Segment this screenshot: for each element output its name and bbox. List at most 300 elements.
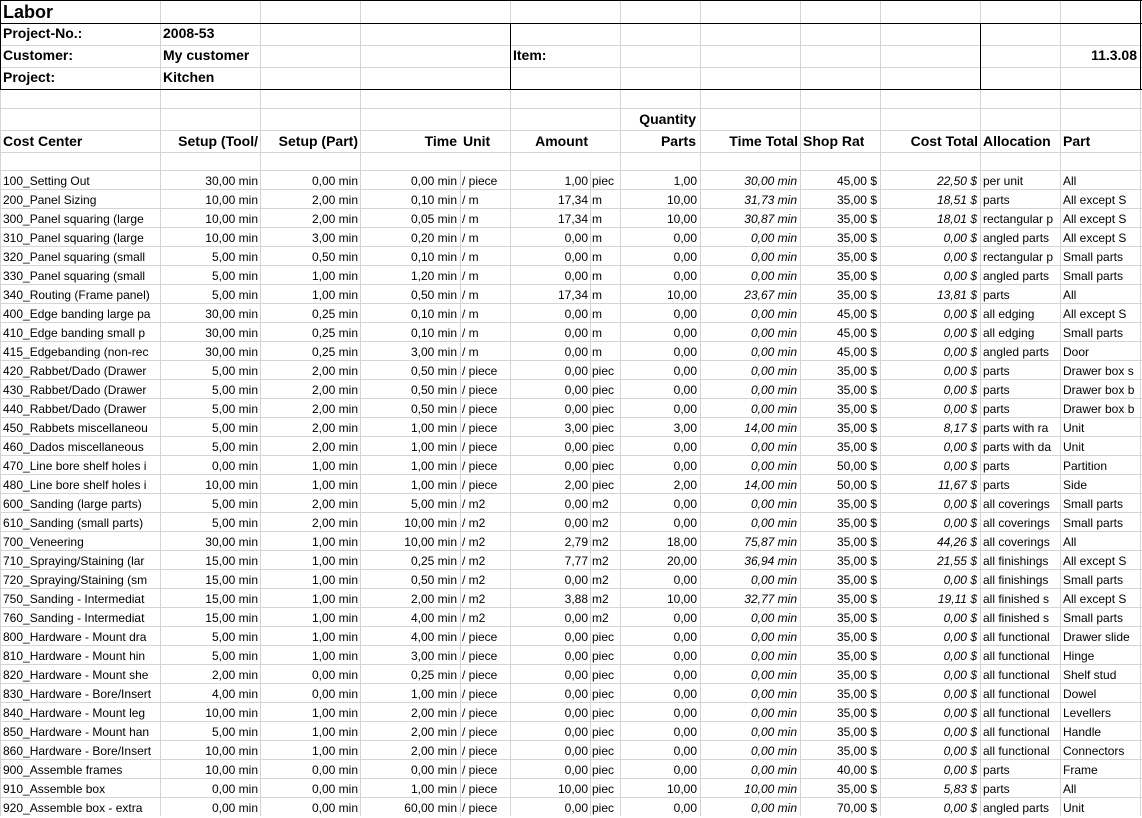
setup-tool-cell[interactable]: 5,00 min bbox=[211, 630, 258, 644]
time-cell[interactable]: 0,50 min bbox=[410, 573, 457, 587]
time-total-cell[interactable]: 30,87 min bbox=[744, 212, 797, 226]
parts-cell[interactable]: 0,00 bbox=[673, 364, 697, 378]
setup-tool-cell[interactable]: 5,00 min bbox=[211, 288, 258, 302]
parts-cell[interactable]: 0,00 bbox=[673, 459, 697, 473]
setup-tool-cell[interactable]: 10,00 min bbox=[205, 231, 258, 245]
allocation-cell[interactable]: parts bbox=[983, 478, 1010, 492]
time-cell[interactable]: 0,25 min bbox=[410, 554, 457, 568]
cost-total-cell[interactable]: 0,00 $ bbox=[943, 801, 977, 815]
setup-tool-cell[interactable]: 5,00 min bbox=[211, 725, 258, 739]
allocation-cell[interactable]: all functional bbox=[983, 630, 1050, 644]
part-cell[interactable]: All except S bbox=[1063, 212, 1127, 226]
setup-part-cell[interactable]: 0,25 min bbox=[311, 307, 358, 321]
unit-cell[interactable]: / m2 bbox=[462, 497, 486, 511]
amount-unit-cell[interactable]: m bbox=[592, 193, 602, 207]
cost-center-cell[interactable]: 610_Sanding (small parts) bbox=[3, 516, 144, 530]
time-total-cell[interactable]: 0,00 min bbox=[750, 269, 797, 283]
part-cell[interactable]: Small parts bbox=[1063, 497, 1124, 511]
allocation-cell[interactable]: parts bbox=[983, 193, 1010, 207]
amount-cell[interactable]: 0,00 bbox=[564, 383, 588, 397]
cost-total-cell[interactable]: 22,50 $ bbox=[936, 174, 977, 188]
amount-unit-cell[interactable]: piec bbox=[592, 364, 615, 378]
time-total-cell[interactable]: 14,00 min bbox=[744, 421, 797, 435]
amount-cell[interactable]: 1,00 bbox=[564, 174, 588, 188]
shop-rate-cell[interactable]: 35,00 $ bbox=[836, 592, 877, 606]
cost-total-cell[interactable]: 18,01 $ bbox=[936, 212, 977, 226]
time-cell[interactable]: 0,50 min bbox=[410, 383, 457, 397]
time-total-cell[interactable]: 23,67 min bbox=[744, 288, 797, 302]
part-cell[interactable]: Connectors bbox=[1063, 744, 1125, 758]
allocation-cell[interactable]: per unit bbox=[983, 174, 1024, 188]
time-cell[interactable]: 2,00 min bbox=[410, 725, 457, 739]
parts-cell[interactable]: 10,00 bbox=[666, 592, 697, 606]
setup-tool-cell[interactable]: 0,00 min bbox=[211, 801, 258, 815]
setup-part-cell[interactable]: 0,00 min bbox=[311, 763, 358, 777]
setup-part-cell[interactable]: 1,00 min bbox=[311, 535, 358, 549]
cost-total-cell[interactable]: 5,83 $ bbox=[943, 782, 977, 796]
time-total-cell[interactable]: 0,00 min bbox=[750, 383, 797, 397]
setup-tool-cell[interactable]: 10,00 min bbox=[205, 193, 258, 207]
allocation-cell[interactable]: parts bbox=[983, 402, 1010, 416]
part-cell[interactable]: All except S bbox=[1063, 231, 1127, 245]
allocation-cell[interactable]: parts bbox=[983, 782, 1010, 796]
cost-total-cell[interactable]: 0,00 $ bbox=[943, 649, 977, 663]
amount-unit-cell[interactable]: m bbox=[592, 326, 602, 340]
unit-cell[interactable]: / piece bbox=[462, 687, 498, 701]
amount-cell[interactable]: 0,00 bbox=[564, 269, 588, 283]
unit-cell[interactable]: / m2 bbox=[462, 573, 486, 587]
time-cell[interactable]: 0,25 min bbox=[410, 668, 457, 682]
part-cell[interactable]: Unit bbox=[1063, 440, 1085, 454]
parts-cell[interactable]: 0,00 bbox=[673, 706, 697, 720]
unit-cell[interactable]: / piece bbox=[462, 364, 498, 378]
unit-cell[interactable]: / piece bbox=[462, 630, 498, 644]
amount-unit-cell[interactable]: m2 bbox=[592, 535, 609, 549]
setup-part-cell[interactable]: 1,00 min bbox=[311, 630, 358, 644]
amount-cell[interactable]: 17,34 bbox=[557, 212, 588, 226]
parts-cell[interactable]: 0,00 bbox=[673, 269, 697, 283]
shop-rate-cell[interactable]: 35,00 $ bbox=[836, 516, 877, 530]
unit-cell[interactable]: / m bbox=[462, 193, 479, 207]
amount-cell[interactable]: 3,00 bbox=[564, 421, 588, 435]
cost-total-cell[interactable]: 0,00 $ bbox=[943, 706, 977, 720]
time-total-cell[interactable]: 0,00 min bbox=[750, 763, 797, 777]
cost-total-cell[interactable]: 0,00 $ bbox=[943, 763, 977, 777]
time-total-cell[interactable]: 14,00 min bbox=[744, 478, 797, 492]
time-total-cell[interactable]: 10,00 min bbox=[744, 782, 797, 796]
amount-cell[interactable]: 0,00 bbox=[564, 744, 588, 758]
part-cell[interactable]: Frame bbox=[1063, 763, 1098, 777]
setup-tool-cell[interactable]: 30,00 min bbox=[205, 307, 258, 321]
amount-unit-cell[interactable]: m2 bbox=[592, 554, 609, 568]
amount-unit-cell[interactable]: piec bbox=[592, 478, 615, 492]
amount-unit-cell[interactable]: m bbox=[592, 269, 602, 283]
shop-rate-cell[interactable]: 45,00 $ bbox=[836, 307, 877, 321]
time-cell[interactable]: 0,00 min bbox=[410, 763, 457, 777]
cost-center-cell[interactable]: 820_Hardware - Mount she bbox=[3, 668, 149, 682]
cost-total-cell[interactable]: 0,00 $ bbox=[943, 345, 977, 359]
setup-part-cell[interactable]: 0,25 min bbox=[311, 345, 358, 359]
cost-total-cell[interactable]: 0,00 $ bbox=[943, 459, 977, 473]
unit-cell[interactable]: / m2 bbox=[462, 592, 486, 606]
cost-total-cell[interactable]: 0,00 $ bbox=[943, 668, 977, 682]
unit-cell[interactable]: / piece bbox=[462, 725, 498, 739]
cost-center-cell[interactable]: 750_Sanding - Intermediat bbox=[3, 592, 145, 606]
amount-unit-cell[interactable]: m2 bbox=[592, 611, 609, 625]
allocation-cell[interactable]: parts bbox=[983, 459, 1010, 473]
time-cell[interactable]: 4,00 min bbox=[410, 630, 457, 644]
setup-tool-cell[interactable]: 15,00 min bbox=[205, 554, 258, 568]
cost-center-cell[interactable]: 430_Rabbet/Dado (Drawer bbox=[3, 383, 147, 397]
amount-unit-cell[interactable]: piec bbox=[592, 687, 615, 701]
setup-tool-cell[interactable]: 5,00 min bbox=[211, 402, 258, 416]
time-cell[interactable]: 4,00 min bbox=[410, 611, 457, 625]
cost-center-cell[interactable]: 480_Line bore shelf holes i bbox=[3, 478, 147, 492]
amount-cell[interactable]: 0,00 bbox=[564, 364, 588, 378]
time-cell[interactable]: 0,05 min bbox=[410, 212, 457, 226]
part-cell[interactable]: Dowel bbox=[1063, 687, 1097, 701]
allocation-cell[interactable]: all coverings bbox=[983, 535, 1050, 549]
cost-center-cell[interactable]: 600_Sanding (large parts) bbox=[3, 497, 142, 511]
time-total-cell[interactable]: 36,94 min bbox=[744, 554, 797, 568]
time-total-cell[interactable]: 0,00 min bbox=[750, 345, 797, 359]
part-cell[interactable]: Side bbox=[1063, 478, 1088, 492]
cost-total-cell[interactable]: 0,00 $ bbox=[943, 630, 977, 644]
amount-cell[interactable]: 10,00 bbox=[557, 782, 588, 796]
unit-cell[interactable]: / piece bbox=[462, 763, 498, 777]
setup-part-cell[interactable]: 2,00 min bbox=[311, 402, 358, 416]
part-cell[interactable]: Partition bbox=[1063, 459, 1108, 473]
time-cell[interactable]: 1,00 min bbox=[410, 421, 457, 435]
amount-cell[interactable]: 0,00 bbox=[564, 440, 588, 454]
setup-part-cell[interactable]: 1,00 min bbox=[311, 573, 358, 587]
cost-center-cell[interactable]: 920_Assemble box - extra bbox=[3, 801, 143, 815]
cost-total-cell[interactable]: 0,00 $ bbox=[943, 250, 977, 264]
cost-center-cell[interactable]: 860_Hardware - Bore/Insert bbox=[3, 744, 152, 758]
allocation-cell[interactable]: all finishings bbox=[983, 573, 1049, 587]
amount-cell[interactable]: 0,00 bbox=[564, 497, 588, 511]
time-total-cell[interactable]: 0,00 min bbox=[750, 706, 797, 720]
shop-rate-cell[interactable]: 35,00 $ bbox=[836, 706, 877, 720]
cost-center-cell[interactable]: 700_Veneering bbox=[3, 535, 84, 549]
setup-part-cell[interactable]: 0,00 min bbox=[311, 801, 358, 815]
amount-cell[interactable]: 0,00 bbox=[564, 763, 588, 777]
amount-cell[interactable]: 0,00 bbox=[564, 231, 588, 245]
setup-part-cell[interactable]: 1,00 min bbox=[311, 744, 358, 758]
setup-tool-cell[interactable]: 30,00 min bbox=[205, 535, 258, 549]
setup-part-cell[interactable]: 2,00 min bbox=[311, 516, 358, 530]
cost-center-cell[interactable]: 720_Spraying/Staining (sm bbox=[3, 573, 148, 587]
setup-tool-cell[interactable]: 30,00 min bbox=[205, 345, 258, 359]
cost-total-cell[interactable]: 0,00 $ bbox=[943, 611, 977, 625]
shop-rate-cell[interactable]: 45,00 $ bbox=[836, 345, 877, 359]
cost-center-cell[interactable]: 810_Hardware - Mount hin bbox=[3, 649, 146, 663]
amount-unit-cell[interactable]: m2 bbox=[592, 592, 609, 606]
allocation-cell[interactable]: all coverings bbox=[983, 497, 1050, 511]
unit-cell[interactable]: / m2 bbox=[462, 535, 486, 549]
time-cell[interactable]: 0,10 min bbox=[410, 193, 457, 207]
part-cell[interactable]: Handle bbox=[1063, 725, 1102, 739]
shop-rate-cell[interactable]: 50,00 $ bbox=[836, 478, 877, 492]
parts-cell[interactable]: 0,00 bbox=[673, 402, 697, 416]
part-cell[interactable]: Unit bbox=[1063, 421, 1085, 435]
parts-cell[interactable]: 0,00 bbox=[673, 516, 697, 530]
unit-cell[interactable]: / piece bbox=[462, 478, 498, 492]
unit-cell[interactable]: / m bbox=[462, 250, 479, 264]
cost-center-cell[interactable]: 850_Hardware - Mount han bbox=[3, 725, 150, 739]
setup-part-cell[interactable]: 1,00 min bbox=[311, 706, 358, 720]
cost-total-cell[interactable]: 0,00 $ bbox=[943, 573, 977, 587]
unit-cell[interactable]: / piece bbox=[462, 383, 498, 397]
time-cell[interactable]: 0,50 min bbox=[410, 364, 457, 378]
setup-part-cell[interactable]: 1,00 min bbox=[311, 288, 358, 302]
amount-unit-cell[interactable]: piec bbox=[592, 668, 615, 682]
time-cell[interactable]: 0,20 min bbox=[410, 231, 457, 245]
shop-rate-cell[interactable]: 35,00 $ bbox=[836, 402, 877, 416]
time-cell[interactable]: 1,20 min bbox=[410, 269, 457, 283]
parts-cell[interactable]: 0,00 bbox=[673, 250, 697, 264]
allocation-cell[interactable]: rectangular p bbox=[983, 212, 1054, 226]
setup-tool-cell[interactable]: 15,00 min bbox=[205, 592, 258, 606]
part-cell[interactable]: Drawer box b bbox=[1063, 402, 1135, 416]
shop-rate-cell[interactable]: 35,00 $ bbox=[836, 250, 877, 264]
amount-cell[interactable]: 0,00 bbox=[564, 706, 588, 720]
time-total-cell[interactable]: 0,00 min bbox=[750, 459, 797, 473]
amount-unit-cell[interactable]: piec bbox=[592, 649, 615, 663]
parts-cell[interactable]: 18,00 bbox=[666, 535, 697, 549]
part-cell[interactable]: Door bbox=[1063, 345, 1090, 359]
cost-total-cell[interactable]: 0,00 $ bbox=[943, 307, 977, 321]
part-cell[interactable]: Small parts bbox=[1063, 516, 1124, 530]
time-total-cell[interactable]: 0,00 min bbox=[750, 497, 797, 511]
amount-unit-cell[interactable]: piec bbox=[592, 440, 615, 454]
cost-total-cell[interactable]: 0,00 $ bbox=[943, 687, 977, 701]
amount-cell[interactable]: 0,00 bbox=[564, 801, 588, 815]
cost-total-cell[interactable]: 0,00 $ bbox=[943, 440, 977, 454]
parts-cell[interactable]: 0,00 bbox=[673, 649, 697, 663]
unit-cell[interactable]: / m2 bbox=[462, 611, 486, 625]
unit-cell[interactable]: / m bbox=[462, 307, 479, 321]
setup-part-cell[interactable]: 3,00 min bbox=[311, 231, 358, 245]
amount-cell[interactable]: 0,00 bbox=[564, 516, 588, 530]
amount-unit-cell[interactable]: m bbox=[592, 250, 602, 264]
time-cell[interactable]: 3,00 min bbox=[410, 345, 457, 359]
amount-unit-cell[interactable]: m bbox=[592, 288, 602, 302]
amount-cell[interactable]: 0,00 bbox=[564, 687, 588, 701]
amount-cell[interactable]: 0,00 bbox=[564, 307, 588, 321]
time-total-cell[interactable]: 31,73 min bbox=[744, 193, 797, 207]
allocation-cell[interactable]: all functional bbox=[983, 687, 1050, 701]
setup-tool-cell[interactable]: 5,00 min bbox=[211, 250, 258, 264]
amount-unit-cell[interactable]: piec bbox=[592, 174, 615, 188]
customer-value[interactable]: My customer bbox=[163, 47, 250, 63]
shop-rate-cell[interactable]: 35,00 $ bbox=[836, 383, 877, 397]
setup-tool-cell[interactable]: 30,00 min bbox=[205, 326, 258, 340]
setup-part-cell[interactable]: 0,00 min bbox=[311, 782, 358, 796]
shop-rate-cell[interactable]: 35,00 $ bbox=[836, 687, 877, 701]
setup-tool-cell[interactable]: 5,00 min bbox=[211, 440, 258, 454]
time-total-cell[interactable]: 0,00 min bbox=[750, 744, 797, 758]
parts-cell[interactable]: 0,00 bbox=[673, 668, 697, 682]
parts-cell[interactable]: 0,00 bbox=[673, 763, 697, 777]
cost-center-cell[interactable]: 840_Hardware - Mount leg bbox=[3, 706, 146, 720]
setup-tool-cell[interactable]: 30,00 min bbox=[205, 174, 258, 188]
shop-rate-cell[interactable]: 35,00 $ bbox=[836, 440, 877, 454]
allocation-cell[interactable]: parts bbox=[983, 763, 1010, 777]
setup-tool-cell[interactable]: 2,00 min bbox=[211, 668, 258, 682]
unit-cell[interactable]: / piece bbox=[462, 744, 498, 758]
time-total-cell[interactable]: 0,00 min bbox=[750, 516, 797, 530]
setup-part-cell[interactable]: 2,00 min bbox=[311, 497, 358, 511]
project-value[interactable]: Kitchen bbox=[163, 69, 215, 85]
parts-cell[interactable]: 0,00 bbox=[673, 307, 697, 321]
shop-rate-cell[interactable]: 35,00 $ bbox=[836, 269, 877, 283]
setup-part-cell[interactable]: 0,50 min bbox=[311, 250, 358, 264]
cost-center-cell[interactable]: 200_Panel Sizing bbox=[3, 193, 97, 207]
allocation-cell[interactable]: parts with da bbox=[983, 440, 1052, 454]
time-cell[interactable]: 1,00 min bbox=[410, 782, 457, 796]
part-cell[interactable]: Hinge bbox=[1063, 649, 1095, 663]
shop-rate-cell[interactable]: 35,00 $ bbox=[836, 573, 877, 587]
setup-tool-cell[interactable]: 5,00 min bbox=[211, 383, 258, 397]
unit-cell[interactable]: / m bbox=[462, 326, 479, 340]
allocation-cell[interactable]: all functional bbox=[983, 725, 1050, 739]
time-cell[interactable]: 2,00 min bbox=[410, 592, 457, 606]
parts-cell[interactable]: 10,00 bbox=[666, 193, 697, 207]
parts-cell[interactable]: 0,00 bbox=[673, 744, 697, 758]
shop-rate-cell[interactable]: 35,00 $ bbox=[836, 668, 877, 682]
setup-part-cell[interactable]: 1,00 min bbox=[311, 592, 358, 606]
parts-cell[interactable]: 0,00 bbox=[673, 687, 697, 701]
time-cell[interactable]: 10,00 min bbox=[404, 535, 457, 549]
time-cell[interactable]: 1,00 min bbox=[410, 440, 457, 454]
unit-cell[interactable]: / piece bbox=[462, 174, 498, 188]
part-cell[interactable]: Drawer box s bbox=[1063, 364, 1134, 378]
time-cell[interactable]: 1,00 min bbox=[410, 687, 457, 701]
parts-cell[interactable]: 2,00 bbox=[673, 478, 697, 492]
time-cell[interactable]: 1,00 min bbox=[410, 478, 457, 492]
setup-part-cell[interactable]: 1,00 min bbox=[311, 459, 358, 473]
cost-center-cell[interactable]: 470_Line bore shelf holes i bbox=[3, 459, 147, 473]
date-value[interactable]: 11.3.08 bbox=[1091, 47, 1137, 63]
parts-cell[interactable]: 0,00 bbox=[673, 630, 697, 644]
parts-cell[interactable]: 0,00 bbox=[673, 231, 697, 245]
amount-cell[interactable]: 0,00 bbox=[564, 573, 588, 587]
part-cell[interactable]: Drawer slide bbox=[1063, 630, 1130, 644]
amount-unit-cell[interactable]: piec bbox=[592, 402, 615, 416]
cost-total-cell[interactable]: 0,00 $ bbox=[943, 744, 977, 758]
setup-part-cell[interactable]: 0,00 min bbox=[311, 174, 358, 188]
amount-unit-cell[interactable]: piec bbox=[592, 630, 615, 644]
amount-unit-cell[interactable]: m2 bbox=[592, 573, 609, 587]
shop-rate-cell[interactable]: 35,00 $ bbox=[836, 364, 877, 378]
cost-center-cell[interactable]: 340_Routing (Frame panel) bbox=[3, 288, 150, 302]
setup-tool-cell[interactable]: 0,00 min bbox=[211, 782, 258, 796]
cost-total-cell[interactable]: 19,11 $ bbox=[937, 592, 977, 606]
unit-cell[interactable]: / piece bbox=[462, 801, 498, 815]
cost-total-cell[interactable]: 0,00 $ bbox=[943, 383, 977, 397]
unit-cell[interactable]: / m2 bbox=[462, 516, 486, 530]
setup-part-cell[interactable]: 2,00 min bbox=[311, 383, 358, 397]
cost-center-cell[interactable]: 400_Edge banding large pa bbox=[3, 307, 151, 321]
time-total-cell[interactable]: 0,00 min bbox=[750, 801, 797, 815]
setup-tool-cell[interactable]: 10,00 min bbox=[205, 763, 258, 777]
parts-cell[interactable]: 0,00 bbox=[673, 497, 697, 511]
amount-cell[interactable]: 0,00 bbox=[564, 402, 588, 416]
cost-center-cell[interactable]: 330_Panel squaring (small bbox=[3, 269, 146, 283]
setup-part-cell[interactable]: 0,00 min bbox=[311, 687, 358, 701]
shop-rate-cell[interactable]: 35,00 $ bbox=[836, 611, 877, 625]
allocation-cell[interactable]: parts bbox=[983, 364, 1010, 378]
setup-tool-cell[interactable]: 10,00 min bbox=[205, 478, 258, 492]
amount-unit-cell[interactable]: m bbox=[592, 231, 602, 245]
cost-center-cell[interactable]: 415_Edgebanding (non-rec bbox=[3, 345, 149, 359]
cost-total-cell[interactable]: 0,00 $ bbox=[943, 516, 977, 530]
time-total-cell[interactable]: 0,00 min bbox=[750, 725, 797, 739]
setup-tool-cell[interactable]: 5,00 min bbox=[211, 649, 258, 663]
amount-unit-cell[interactable]: m bbox=[592, 307, 602, 321]
parts-cell[interactable]: 0,00 bbox=[673, 611, 697, 625]
amount-cell[interactable]: 0,00 bbox=[564, 725, 588, 739]
time-total-cell[interactable]: 0,00 min bbox=[750, 440, 797, 454]
cost-total-cell[interactable]: 21,55 $ bbox=[936, 554, 977, 568]
cost-center-cell[interactable]: 100_Setting Out bbox=[3, 174, 90, 188]
shop-rate-cell[interactable]: 35,00 $ bbox=[836, 535, 877, 549]
time-total-cell[interactable]: 0,00 min bbox=[750, 668, 797, 682]
amount-cell[interactable]: 0,00 bbox=[564, 668, 588, 682]
amount-unit-cell[interactable]: m bbox=[592, 212, 602, 226]
cost-total-cell[interactable]: 0,00 $ bbox=[943, 402, 977, 416]
cost-total-cell[interactable]: 0,00 $ bbox=[943, 326, 977, 340]
parts-cell[interactable]: 0,00 bbox=[673, 725, 697, 739]
setup-part-cell[interactable]: 1,00 min bbox=[311, 611, 358, 625]
amount-unit-cell[interactable]: m2 bbox=[592, 497, 609, 511]
allocation-cell[interactable]: angled parts bbox=[983, 345, 1050, 359]
part-cell[interactable]: All except S bbox=[1063, 554, 1127, 568]
part-cell[interactable]: All except S bbox=[1063, 193, 1127, 207]
amount-cell[interactable]: 2,00 bbox=[564, 478, 588, 492]
amount-cell[interactable]: 3,88 bbox=[564, 592, 588, 606]
part-cell[interactable]: Unit bbox=[1063, 801, 1085, 815]
allocation-cell[interactable]: all edging bbox=[983, 307, 1035, 321]
unit-cell[interactable]: / piece bbox=[462, 402, 498, 416]
allocation-cell[interactable]: angled parts bbox=[983, 269, 1050, 283]
cost-center-cell[interactable]: 410_Edge banding small p bbox=[3, 326, 146, 340]
setup-tool-cell[interactable]: 10,00 min bbox=[205, 706, 258, 720]
part-cell[interactable]: Small parts bbox=[1063, 269, 1124, 283]
setup-tool-cell[interactable]: 15,00 min bbox=[205, 573, 258, 587]
time-total-cell[interactable]: 0,00 min bbox=[750, 573, 797, 587]
cost-center-cell[interactable]: 310_Panel squaring (large bbox=[3, 231, 144, 245]
amount-unit-cell[interactable]: m bbox=[592, 345, 602, 359]
cost-center-cell[interactable]: 320_Panel squaring (small bbox=[3, 250, 146, 264]
setup-part-cell[interactable]: 0,00 min bbox=[311, 668, 358, 682]
amount-unit-cell[interactable]: piec bbox=[592, 801, 615, 815]
cost-total-cell[interactable]: 44,26 $ bbox=[936, 535, 977, 549]
shop-rate-cell[interactable]: 40,00 $ bbox=[836, 763, 877, 777]
shop-rate-cell[interactable]: 35,00 $ bbox=[836, 649, 877, 663]
time-total-cell[interactable]: 75,87 min bbox=[744, 535, 797, 549]
shop-rate-cell[interactable]: 45,00 $ bbox=[836, 174, 877, 188]
cost-total-cell[interactable]: 11,67 $ bbox=[937, 478, 977, 492]
part-cell[interactable]: All bbox=[1063, 288, 1077, 302]
amount-cell[interactable]: 0,00 bbox=[564, 611, 588, 625]
allocation-cell[interactable]: all functional bbox=[983, 744, 1050, 758]
parts-cell[interactable]: 10,00 bbox=[666, 212, 697, 226]
time-total-cell[interactable]: 0,00 min bbox=[750, 231, 797, 245]
shop-rate-cell[interactable]: 35,00 $ bbox=[836, 231, 877, 245]
cost-center-cell[interactable]: 460_Dados miscellaneous bbox=[3, 440, 144, 454]
